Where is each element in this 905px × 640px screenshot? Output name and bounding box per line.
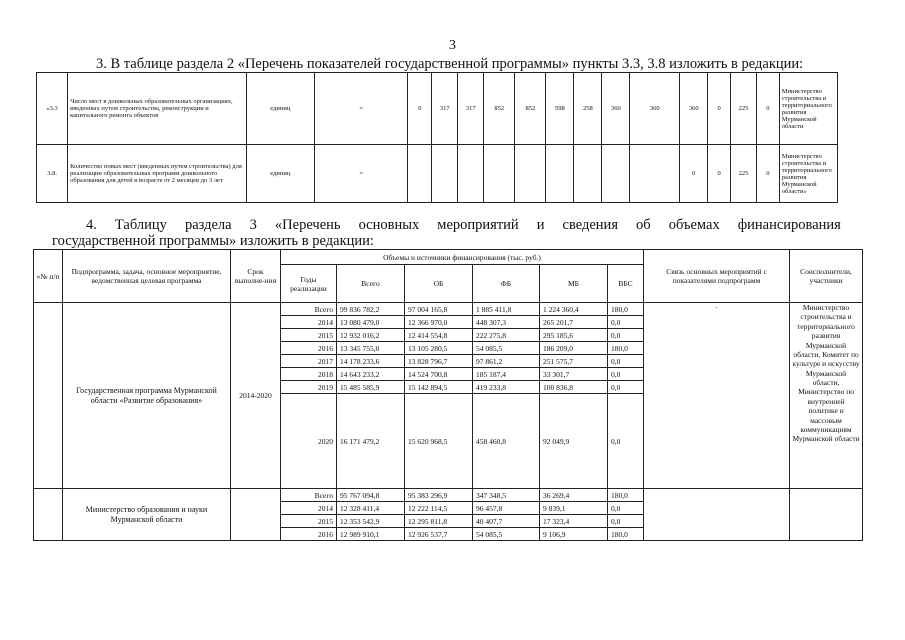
vbs-cell: 180,0 <box>608 303 644 316</box>
fb-cell: 448 307,3 <box>473 316 540 329</box>
fb-cell: 54 085,5 <box>473 528 540 541</box>
mb-cell: 186 209,0 <box>540 342 608 355</box>
total-cell: 99 836 782,2 <box>337 303 405 316</box>
responsible-org: Министерство строительства и территориального развития Мурманской области <box>779 73 837 145</box>
total-cell: 15 485 585,9 <box>337 381 405 394</box>
value-cell: 225 <box>731 73 757 145</box>
ob-cell: 13 828 796,7 <box>405 355 473 368</box>
vbs-cell: 0,0 <box>608 368 644 381</box>
section4-heading <box>86 217 841 234</box>
header-term: Срок выполне-ния <box>231 250 281 303</box>
responsible-org: Министерство строительства и территориального развития Мурманской области» <box>779 145 837 203</box>
ob-cell: 12 926 537,7 <box>405 528 473 541</box>
heading-word: Таблицу <box>114 217 167 233</box>
value-cell: 598 <box>546 73 574 145</box>
header-link: Связь основных мероприятий с показателями подпрограмм <box>644 250 790 303</box>
fb-cell: 458 460,8 <box>473 394 540 489</box>
total-cell: 16 171 479,2 <box>337 394 405 489</box>
total-cell: 14 643 233,2 <box>337 368 405 381</box>
total-cell: 12 328 411,4 <box>337 502 405 515</box>
program-name: Министерство образования и науки Мурманской области <box>63 489 231 541</box>
year-cell: 2016 <box>281 342 337 355</box>
heading-word: 4. <box>86 217 97 233</box>
link-cell <box>644 489 790 541</box>
header-vbs: ВБС <box>608 265 644 303</box>
total-cell: 13 345 755,0 <box>337 342 405 355</box>
total-cell: 14 178 233,6 <box>337 355 405 368</box>
value-cell: 360 <box>680 73 708 145</box>
measures-table <box>33 249 863 541</box>
year-cell: 2014 <box>281 316 337 329</box>
value-cell <box>630 145 680 203</box>
fb-cell: 1 885 411,8 <box>473 303 540 316</box>
header-task: Подпрограмма, задача, основное мероприятие, ведомственная целевая программа <box>63 250 231 303</box>
heading-word: мероприятий <box>437 217 519 233</box>
fb-cell: 222 275,8 <box>473 329 540 342</box>
mb-cell: 17 323,4 <box>540 515 608 528</box>
year-cell: 2016 <box>281 528 337 541</box>
value-cell: 0 <box>756 145 779 203</box>
vbs-cell: 0,0 <box>608 381 644 394</box>
vbs-cell: 0,0 <box>608 355 644 368</box>
ob-cell: 12 366 970,0 <box>405 316 473 329</box>
header-fb: ФБ <box>473 265 540 303</box>
link-cell: · <box>644 303 790 489</box>
value-cell: 852 <box>484 73 515 145</box>
value-cell <box>546 145 574 203</box>
fb-cell: 97 861,2 <box>473 355 540 368</box>
heading-word: объемах <box>668 217 720 233</box>
coexecutors-cell: Министерство строительства и территориального развития Мурманской области, Комитет по культуре и искусству Мурманской области, Министерство по внутренней политике и массовым коммуникациям Мурманской области <box>790 303 863 489</box>
header-coexecutors: Соисполнители, участники <box>790 250 863 303</box>
finance-row <box>34 303 863 316</box>
total-cell: 13 080 479,0 <box>337 316 405 329</box>
vbs-cell: 0,0 <box>608 329 644 342</box>
value-cell <box>432 145 458 203</box>
mb-cell: 295 185,6 <box>540 329 608 342</box>
fb-cell: 40 407,7 <box>473 515 540 528</box>
mb-cell: 9 106,9 <box>540 528 608 541</box>
heading-word: сведения <box>562 217 618 233</box>
value-cell: 360 <box>630 73 680 145</box>
year-cell: 2014 <box>281 502 337 515</box>
mb-cell: 92 049,9 <box>540 394 608 489</box>
indicators-table <box>36 72 838 203</box>
total-cell: 95 767 094,8 <box>337 489 405 502</box>
fb-cell: 347 348,5 <box>473 489 540 502</box>
indicator-name: Число мест в дошкольных образовательных организациях, введенных путем строительства, реконструкции и капитального ремонта объектов <box>68 73 246 145</box>
value-cell: 258 <box>574 73 602 145</box>
value-cell: 0 <box>756 73 779 145</box>
row-number: «3.3 <box>37 73 68 145</box>
value-cell <box>484 145 515 203</box>
heading-word: финансирования <box>737 217 841 233</box>
value-cell: 360 <box>602 73 630 145</box>
header-ob: ОБ <box>405 265 473 303</box>
section3-heading: 3. В таблице раздела 2 «Перечень показателей государственной программы» пункты 3.3, 3.8 изложить в редакции: <box>96 56 804 72</box>
fb-cell: 96 457,8 <box>473 502 540 515</box>
value-cell <box>458 145 484 203</box>
value-cell: 225 <box>731 145 757 203</box>
term-cell: 2014-2020 <box>231 303 281 489</box>
header-mb: МБ <box>540 265 608 303</box>
vbs-cell: 180,0 <box>608 342 644 355</box>
total-cell: 12 353 542,9 <box>337 515 405 528</box>
sign-cell: = <box>315 73 408 145</box>
ob-cell: 13 105 280,5 <box>405 342 473 355</box>
indicator-row <box>37 73 838 145</box>
value-cell <box>602 145 630 203</box>
sign-cell: = <box>315 145 408 203</box>
page-number: 3 <box>449 38 456 53</box>
mb-cell: 251 575,7 <box>540 355 608 368</box>
heading-word: основных <box>358 217 420 233</box>
value-cell: 317 <box>458 73 484 145</box>
ob-cell: 12 414 554,8 <box>405 329 473 342</box>
mb-cell: 9 839,1 <box>540 502 608 515</box>
unit-cell: единиц <box>246 145 314 203</box>
ob-cell: 15 142 894,5 <box>405 381 473 394</box>
mb-cell: 265 201,7 <box>540 316 608 329</box>
year-cell: 2020 <box>281 394 337 489</box>
year-cell: 2017 <box>281 355 337 368</box>
value-cell <box>574 145 602 203</box>
term-cell <box>231 489 281 541</box>
indicator-name: Количество новых мест (введенных путем строительства) для реализации образовательных программ дошкольного образования для детей в возрасте от 2 месяцев до 3 лет <box>68 145 246 203</box>
value-cell: 0 <box>408 73 432 145</box>
mb-cell: 33 301,7 <box>540 368 608 381</box>
header-finance: Объемы и источники финансирования (тыс. руб.) <box>281 250 644 265</box>
ob-cell: 95 383 296,9 <box>405 489 473 502</box>
year-cell: 2015 <box>281 515 337 528</box>
header-years: Годы реализации <box>281 265 337 303</box>
mb-cell: 1 224 360,4 <box>540 303 608 316</box>
ob-cell: 15 620 968,5 <box>405 394 473 489</box>
mb-cell: 100 836,8 <box>540 381 608 394</box>
coexecutors-cell <box>790 489 863 541</box>
fb-cell: 54 085,5 <box>473 342 540 355</box>
header-total: Всего <box>337 265 405 303</box>
section4-heading-cont: государственной программы» изложить в редакции: <box>52 233 374 249</box>
value-cell <box>408 145 432 203</box>
value-cell: 852 <box>515 73 546 145</box>
ob-cell: 14 524 700,8 <box>405 368 473 381</box>
value-cell: 0 <box>680 145 708 203</box>
ob-cell: 97 004 165,8 <box>405 303 473 316</box>
indicator-row <box>37 145 838 203</box>
vbs-cell: 0,0 <box>608 515 644 528</box>
heading-word: и <box>536 217 545 233</box>
total-cell: 12 932 016,2 <box>337 329 405 342</box>
program-name: Государственная программа Мурманской области «Развитие образования» <box>63 303 231 489</box>
year-cell: 2019 <box>281 381 337 394</box>
row-number <box>34 489 63 541</box>
vbs-cell: 180,0 <box>608 528 644 541</box>
year-cell: 2015 <box>281 329 337 342</box>
row-number <box>34 303 63 489</box>
row-number: 3.8. <box>37 145 68 203</box>
heading-word: «Перечень <box>274 217 341 233</box>
vbs-cell: 0,0 <box>608 502 644 515</box>
total-cell: 12 989 910,1 <box>337 528 405 541</box>
ob-cell: 12 222 114,5 <box>405 502 473 515</box>
unit-cell: единиц <box>246 73 314 145</box>
value-cell: 317 <box>432 73 458 145</box>
heading-word: раздела <box>184 217 232 233</box>
finance-row <box>34 489 863 502</box>
value-cell <box>515 145 546 203</box>
fb-cell: 185 187,4 <box>473 368 540 381</box>
heading-word: об <box>636 217 651 233</box>
vbs-cell: 0,0 <box>608 316 644 329</box>
value-cell: 0 <box>708 73 731 145</box>
heading-word: 3 <box>249 217 257 233</box>
vbs-cell: 180,0 <box>608 489 644 502</box>
ob-cell: 12 295 811,8 <box>405 515 473 528</box>
year-cell: Всего <box>281 303 337 316</box>
value-cell: 0 <box>708 145 731 203</box>
vbs-cell: 0,0 <box>608 394 644 489</box>
year-cell: 2018 <box>281 368 337 381</box>
year-cell: Всего <box>281 489 337 502</box>
header-num: «№ п/п <box>34 250 63 303</box>
mb-cell: 36 269,4 <box>540 489 608 502</box>
fb-cell: 419 233,8 <box>473 381 540 394</box>
